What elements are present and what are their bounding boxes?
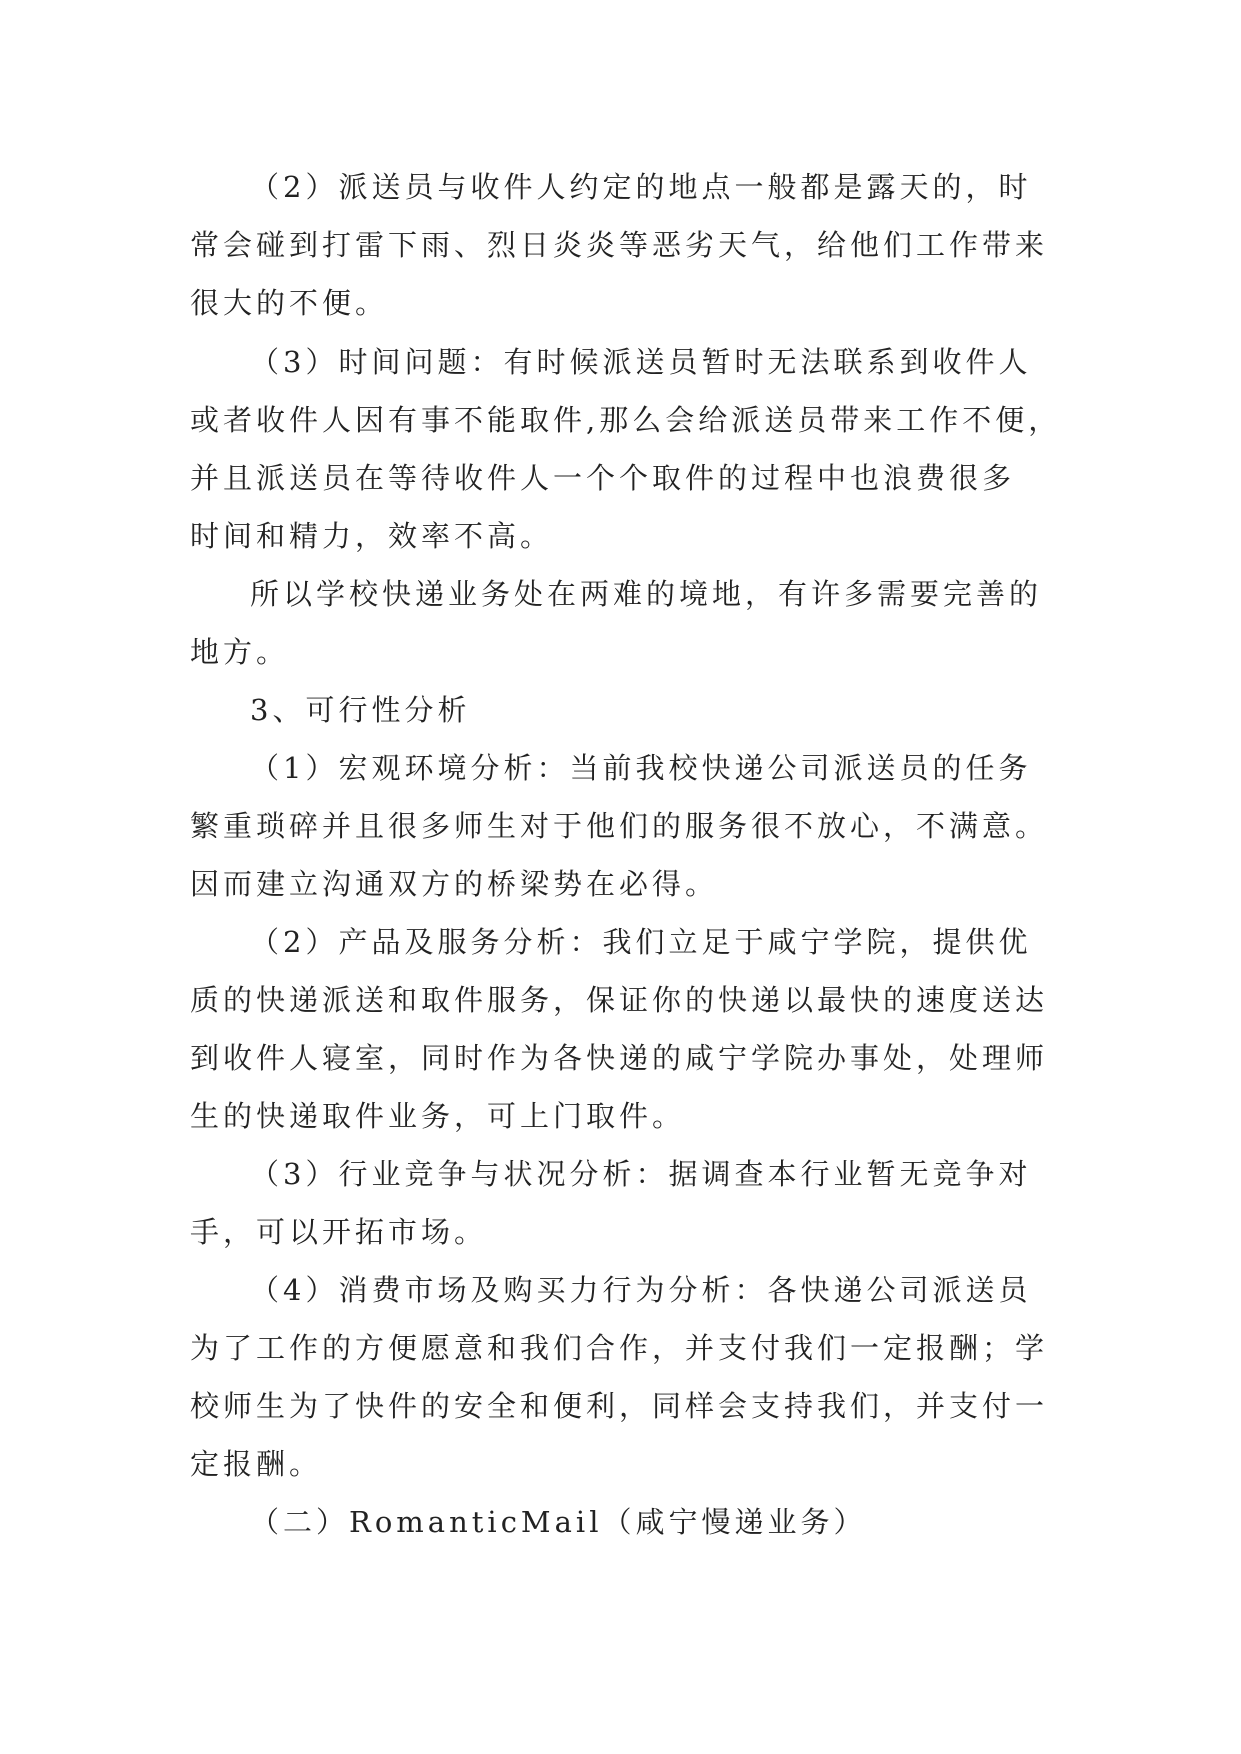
paragraph-line: 因而建立沟通双方的桥梁势在必得。 [190, 867, 719, 901]
paragraph-line: 很大的不便。 [190, 286, 389, 320]
paragraph-line: 繁重琐碎并且很多师生对于他们的服务很不放心，不满意。 [190, 809, 1049, 843]
section-heading: （二）RomanticMail（咸宁慢递业务） [250, 1505, 867, 1539]
paragraph-line: （4）消费市场及购买力行为分析：各快递公司派送员 [250, 1273, 1032, 1307]
section-heading: 3、可行性分析 [250, 693, 471, 727]
paragraph-line: 所以学校快递业务处在两难的境地，有许多需要完善的 [250, 577, 1043, 611]
paragraph-line: 或者收件人因有事不能取件,那么会给派送员带来工作不便， [190, 403, 1062, 437]
paragraph-line: 地方。 [190, 635, 290, 669]
paragraph-line: （3）时间问题：有时候派送员暂时无法联系到收件人 [250, 345, 1032, 379]
paragraph-line: 并且派送员在等待收件人一个个取件的过程中也浪费很多 [190, 461, 1016, 495]
paragraph-line: 手，可以开拓市场。 [190, 1215, 488, 1249]
paragraph-line: 常会碰到打雷下雨、烈日炎炎等恶劣天气，给他们工作带来 [190, 228, 1049, 262]
paragraph-line: 质的快递派送和取件服务，保证你的快递以最快的速度送达 [190, 983, 1049, 1017]
paragraph-line: 生的快递取件业务，可上门取件。 [190, 1099, 686, 1133]
paragraph-line: 时间和精力，效率不高。 [190, 519, 554, 553]
paragraph-line: 校师生为了快件的安全和便利，同样会支持我们，并支付一 [190, 1389, 1049, 1423]
paragraph-line: （1）宏观环境分析：当前我校快递公司派送员的任务 [250, 751, 1032, 785]
paragraph-line: （2）派送员与收件人约定的地点一般都是露天的，时 [250, 170, 1032, 204]
paragraph-line: （3）行业竞争与状况分析：据调查本行业暂无竞争对 [250, 1157, 1032, 1191]
paragraph-line: 到收件人寝室，同时作为各快递的咸宁学院办事处，处理师 [190, 1041, 1049, 1075]
paragraph-line: 为了工作的方便愿意和我们合作，并支付我们一定报酬；学 [190, 1331, 1049, 1365]
paragraph-line: 定报酬。 [190, 1447, 323, 1481]
paragraph-line: （2）产品及服务分析：我们立足于咸宁学院，提供优 [250, 925, 1032, 959]
